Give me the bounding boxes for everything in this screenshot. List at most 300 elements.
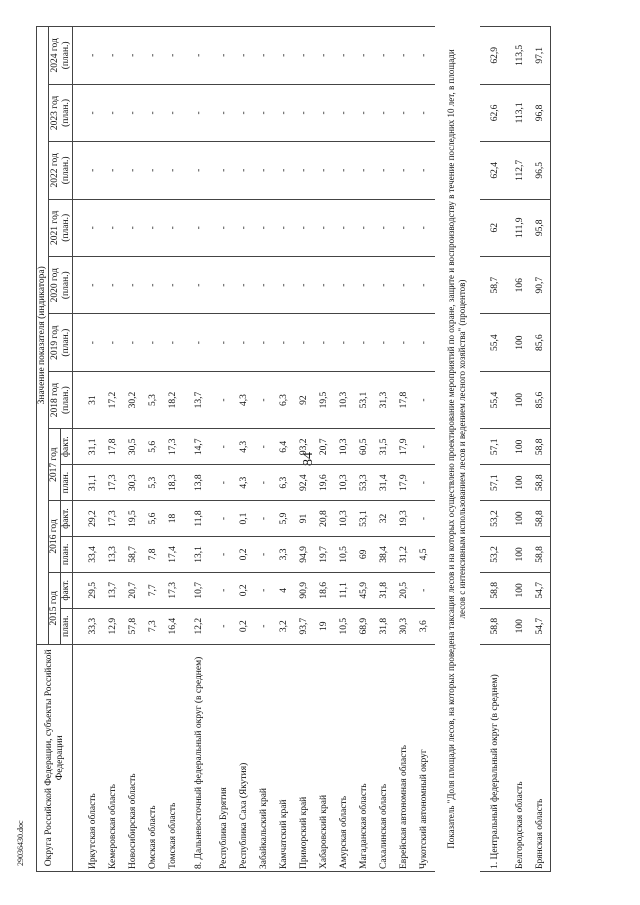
- value-cell: -: [84, 314, 104, 371]
- value-cell: 4,5: [415, 536, 435, 572]
- value-cell: 17,9: [395, 465, 415, 501]
- value-cell: -: [295, 199, 315, 256]
- value-cell: -: [235, 199, 255, 256]
- value-cell: -: [335, 84, 355, 141]
- value-cell: 92: [295, 371, 315, 428]
- value-cell: -: [255, 429, 275, 465]
- value-cell: -: [124, 27, 144, 85]
- year-2015-header: 2015 год: [49, 572, 61, 644]
- region-column-header: Округа Российской Федерации, субъекты Российской Федерации: [37, 644, 73, 871]
- value-cell: 4,3: [235, 371, 255, 428]
- value-cell: -: [184, 314, 215, 371]
- value-cell: -: [415, 465, 435, 501]
- value-cell: 57,1: [480, 429, 511, 465]
- indicator-table: [36, 26, 551, 872]
- table-row: [480, 27, 511, 872]
- value-cell: -: [144, 142, 164, 199]
- value-cell: 20,7: [124, 572, 144, 608]
- value-cell: -: [415, 314, 435, 371]
- value-cell: 13,7: [104, 572, 124, 608]
- value-cell: 30,2: [124, 371, 144, 428]
- year-2021-header: 2021 год (план.): [49, 199, 73, 256]
- value-cell: 4,3: [235, 429, 255, 465]
- value-cell: 13,7: [184, 371, 215, 428]
- table-row: [415, 27, 435, 872]
- value-cell: 20,8: [315, 501, 335, 537]
- value-cell: 58,8: [480, 572, 511, 608]
- value-cell: 38,4: [375, 536, 395, 572]
- value-cell: 95,8: [531, 199, 551, 256]
- value-cell: 12,9: [104, 608, 124, 644]
- value-cell: -: [255, 501, 275, 537]
- value-cell: 17,3: [104, 501, 124, 537]
- value-cell: 19,7: [315, 536, 335, 572]
- value-cell: -: [104, 142, 124, 199]
- page-number: 84: [301, 452, 316, 466]
- value-cell: -: [375, 256, 395, 313]
- value-cell: -: [355, 256, 375, 313]
- value-cell: -: [104, 27, 124, 85]
- value-cell: -: [215, 199, 235, 256]
- value-cell: -: [164, 199, 184, 256]
- value-cell: 62: [480, 199, 511, 256]
- value-cell: 18,3: [164, 465, 184, 501]
- table-header: [37, 27, 73, 872]
- value-cell: -: [375, 314, 395, 371]
- value-cell: 69: [355, 536, 375, 572]
- value-cell: 17,4: [164, 536, 184, 572]
- value-cell: 6,3: [275, 465, 295, 501]
- value-cell: -: [395, 27, 415, 85]
- value-cell: -: [184, 142, 215, 199]
- value-cell: -: [144, 84, 164, 141]
- value-cell: -: [104, 256, 124, 313]
- region-name-cell: Еврейская автономная область: [395, 644, 415, 871]
- value-cell: -: [255, 256, 275, 313]
- value-cell: -: [184, 199, 215, 256]
- value-cell: -: [235, 84, 255, 141]
- value-cell: -: [164, 142, 184, 199]
- indicator-caption: Показатель "Доля площади лесов, на которых проведена таксация лесов и на которых осуществлено проектирование мероприятий по охране, защите и воспроизводству в течение последних 10 лет, в площади лесов с интенсивным использованием лесов и ведением лесного хозяйства" (процентов): [446, 49, 467, 849]
- value-cell: -: [84, 256, 104, 313]
- region-name-cell: Томская область: [164, 644, 184, 871]
- value-cell: 7,7: [144, 572, 164, 608]
- value-cell: 0,1: [235, 501, 255, 537]
- value-cell: 18: [164, 501, 184, 537]
- region-name-cell: Омская область: [144, 644, 164, 871]
- value-cell: 10,3: [335, 429, 355, 465]
- value-cell: -: [84, 27, 104, 85]
- value-cell: -: [355, 199, 375, 256]
- value-cell: 31,4: [375, 465, 395, 501]
- value-cell: 45,9: [355, 572, 375, 608]
- value-cell: 10,3: [335, 501, 355, 537]
- value-cell: -: [395, 256, 415, 313]
- value-cell: -: [184, 27, 215, 85]
- table-row: [375, 27, 395, 872]
- region-name-cell: Республика Саха (Якутия): [235, 644, 255, 871]
- region-name-cell: Амурская область: [335, 644, 355, 871]
- value-cell: -: [255, 199, 275, 256]
- value-cell: 17,2: [104, 371, 124, 428]
- region-name-cell: Иркутская область: [84, 644, 104, 871]
- value-cell: -: [415, 429, 435, 465]
- value-cell: -: [275, 142, 295, 199]
- value-cell: -: [395, 142, 415, 199]
- value-cell: -: [335, 27, 355, 85]
- value-cell: 55,4: [480, 371, 511, 428]
- value-cell: -: [215, 27, 235, 85]
- year-2022-header: 2022 год (план.): [49, 142, 73, 199]
- region-name-cell: 8. Дальневосточный федеральный округ (в среднем): [184, 644, 215, 871]
- value-cell: -: [84, 142, 104, 199]
- value-cell: 100: [511, 572, 531, 608]
- value-cell: 31,1: [84, 429, 104, 465]
- value-cell: 3,2: [275, 608, 295, 644]
- value-cell: -: [104, 199, 124, 256]
- value-cell: -: [295, 256, 315, 313]
- value-cell: -: [124, 256, 144, 313]
- value-cell: 17,3: [164, 429, 184, 465]
- value-cell: 10,3: [335, 371, 355, 428]
- value-cell: -: [235, 314, 255, 371]
- value-cell: 13,8: [184, 465, 215, 501]
- table-row: [235, 27, 255, 872]
- value-cell: 100: [511, 465, 531, 501]
- value-cell: 58,7: [480, 256, 511, 313]
- table-row: [215, 27, 235, 872]
- region-name-cell: Приморский край: [295, 644, 315, 871]
- region-name-cell: Кемеровская область: [104, 644, 124, 871]
- value-cell: -: [255, 536, 275, 572]
- value-cell: -: [275, 314, 295, 371]
- value-cell: 53,3: [355, 465, 375, 501]
- value-cell: 30,5: [124, 429, 144, 465]
- value-cell: -: [375, 84, 395, 141]
- value-cell: 53,2: [480, 501, 511, 537]
- table-row: [164, 27, 184, 872]
- region-name-cell: Республика Бурятия: [215, 644, 235, 871]
- value-cell: -: [84, 84, 104, 141]
- value-cell: 19,3: [395, 501, 415, 537]
- value-cell: 85,6: [531, 371, 551, 428]
- value-cell: 112,7: [511, 142, 531, 199]
- value-cell: 31: [84, 371, 104, 428]
- region-name-cell: Забайкальский край: [255, 644, 275, 871]
- fact-2015-header: факт.: [61, 572, 73, 608]
- value-cell: 31,3: [375, 371, 395, 428]
- value-cell: -: [315, 314, 335, 371]
- value-cell: 5,6: [144, 501, 164, 537]
- value-cell: 100: [511, 501, 531, 537]
- value-cell: 10,5: [335, 608, 355, 644]
- plan-2016-header: план.: [61, 536, 73, 572]
- table-row: [84, 27, 104, 872]
- value-cell: -: [415, 142, 435, 199]
- value-cell: -: [215, 429, 235, 465]
- value-cell: -: [215, 608, 235, 644]
- value-cell: 31,2: [395, 536, 415, 572]
- value-cell: -: [295, 142, 315, 199]
- value-cell: -: [415, 27, 435, 85]
- year-2020-header: 2020 год (план.): [49, 256, 73, 313]
- table-body: [73, 27, 551, 872]
- value-cell: -: [355, 142, 375, 199]
- value-cell: -: [235, 256, 255, 313]
- value-cell: 5,9: [275, 501, 295, 537]
- value-cell: 19,5: [124, 501, 144, 537]
- value-cell: 7,3: [144, 608, 164, 644]
- table-row: [184, 27, 215, 872]
- value-cell: 113,5: [511, 27, 531, 85]
- value-cell: -: [255, 314, 275, 371]
- value-cell: -: [215, 572, 235, 608]
- value-cell: -: [255, 572, 275, 608]
- value-cell: 92,4: [295, 465, 315, 501]
- value-cell: 5,3: [144, 371, 164, 428]
- value-cell: 90,9: [295, 572, 315, 608]
- value-cell: -: [124, 84, 144, 141]
- value-cell: 100: [511, 429, 531, 465]
- value-cell: -: [355, 84, 375, 141]
- value-cell: 6,3: [275, 371, 295, 428]
- table-row: [124, 27, 144, 872]
- value-cell: -: [275, 199, 295, 256]
- value-cell: -: [215, 314, 235, 371]
- value-cell: 19,6: [315, 465, 335, 501]
- value-cell: 10,5: [335, 536, 355, 572]
- value-cell: 30,3: [124, 465, 144, 501]
- value-cell: 18,6: [315, 572, 335, 608]
- value-cell: 113,1: [511, 84, 531, 141]
- value-cell: 29,2: [84, 501, 104, 537]
- value-cell: 4,3: [235, 465, 255, 501]
- region-name-cell: Новосибирская область: [124, 644, 144, 871]
- value-cell: -: [255, 371, 275, 428]
- value-cell: 16,4: [164, 608, 184, 644]
- value-cell: -: [255, 608, 275, 644]
- value-cell: -: [235, 27, 255, 85]
- value-cell: 5,6: [144, 429, 164, 465]
- value-cell: -: [275, 256, 295, 313]
- value-cell: 31,8: [375, 608, 395, 644]
- value-cell: -: [124, 142, 144, 199]
- value-cell: -: [275, 27, 295, 85]
- value-cell: -: [144, 199, 164, 256]
- value-cell: 20,7: [315, 429, 335, 465]
- value-cell: -: [415, 572, 435, 608]
- value-cell: 93,2: [295, 429, 315, 465]
- value-cell: -: [255, 27, 275, 85]
- value-cell: -: [335, 256, 355, 313]
- table-row: [531, 27, 551, 872]
- year-2019-header: 2019 год (план.): [49, 314, 73, 371]
- value-cell: 17,8: [104, 429, 124, 465]
- value-cell: -: [184, 256, 215, 313]
- value-cell: -: [375, 199, 395, 256]
- value-cell: 55,4: [480, 314, 511, 371]
- value-cell: -: [295, 27, 315, 85]
- value-cell: 13,1: [184, 536, 215, 572]
- year-2023-header: 2023 год (план.): [49, 84, 73, 141]
- value-cell: 57,8: [124, 608, 144, 644]
- table-row: [275, 27, 295, 872]
- value-cell: 19: [315, 608, 335, 644]
- value-cell: -: [144, 256, 164, 313]
- indicator-caption-row: [435, 27, 480, 872]
- value-cell: -: [104, 314, 124, 371]
- rotated-table-container: [36, 26, 626, 872]
- value-cell: -: [395, 84, 415, 141]
- value-cell: 10,7: [184, 572, 215, 608]
- value-cell: -: [144, 314, 164, 371]
- value-cell: -: [315, 27, 335, 85]
- value-cell: -: [335, 142, 355, 199]
- value-cell: 111,9: [511, 199, 531, 256]
- value-cell: -: [395, 314, 415, 371]
- value-cell: 93,7: [295, 608, 315, 644]
- value-cell: 85,6: [531, 314, 551, 371]
- value-cell: 53,1: [355, 371, 375, 428]
- value-cell: -: [235, 142, 255, 199]
- year-2016-header: 2016 год: [49, 501, 61, 573]
- value-cell: 62,4: [480, 142, 511, 199]
- value-cell: -: [215, 84, 235, 141]
- value-cell: 62,9: [480, 27, 511, 85]
- plan-2017-header: план.: [61, 465, 73, 501]
- value-cell: -: [164, 256, 184, 313]
- value-cell: 17,3: [164, 572, 184, 608]
- value-cell: -: [255, 84, 275, 141]
- value-cell: 7,8: [144, 536, 164, 572]
- value-cell: 3,6: [415, 608, 435, 644]
- value-cell: -: [124, 199, 144, 256]
- value-cell: 58,8: [480, 608, 511, 644]
- value-cell: 53,1: [355, 501, 375, 537]
- value-cell: -: [295, 314, 315, 371]
- value-cell: 33,4: [84, 536, 104, 572]
- fact-2017-header: факт.: [61, 429, 73, 465]
- value-cell: 5,3: [144, 465, 164, 501]
- value-cell: -: [104, 84, 124, 141]
- table-row: [144, 27, 164, 872]
- plan-2015-header: план.: [61, 608, 73, 644]
- value-cell: 100: [511, 536, 531, 572]
- table-row: [104, 27, 124, 872]
- value-cell: -: [355, 27, 375, 85]
- value-cell: 17,9: [395, 429, 415, 465]
- value-cell: -: [164, 27, 184, 85]
- year-2024-header: 2024 год (план.): [49, 27, 73, 85]
- value-cell: 58,8: [531, 501, 551, 537]
- table-row: [295, 27, 315, 872]
- value-cell: 4: [275, 572, 295, 608]
- value-cell: 32: [375, 501, 395, 537]
- value-cell: 0,2: [235, 536, 255, 572]
- value-cell: 96,8: [531, 84, 551, 141]
- spacer-row: [73, 27, 84, 872]
- value-cell: 58,7: [124, 536, 144, 572]
- region-name-cell: Магаданская область: [355, 644, 375, 871]
- value-cell: -: [295, 84, 315, 141]
- value-cell: -: [144, 27, 164, 85]
- value-cell: -: [215, 371, 235, 428]
- value-cell: -: [315, 84, 335, 141]
- value-cell: 29,5: [84, 572, 104, 608]
- value-cell: -: [255, 142, 275, 199]
- value-cell: 100: [511, 371, 531, 428]
- value-cell: -: [84, 199, 104, 256]
- value-cell: 90,7: [531, 256, 551, 313]
- value-cell: 31,5: [375, 429, 395, 465]
- table-row: [255, 27, 275, 872]
- value-cell: 14,7: [184, 429, 215, 465]
- value-cell: 60,5: [355, 429, 375, 465]
- value-cell: 62,6: [480, 84, 511, 141]
- value-cell: 17,8: [395, 371, 415, 428]
- value-cell: 58,8: [531, 536, 551, 572]
- value-cell: 10,3: [335, 465, 355, 501]
- value-cell: 18,2: [164, 371, 184, 428]
- value-cell: 17,3: [104, 465, 124, 501]
- value-cell: -: [315, 199, 335, 256]
- year-2018-header: 2018 год (план.): [49, 371, 73, 428]
- region-name-cell: Сахалинская область: [375, 644, 395, 871]
- value-cell: 13,3: [104, 536, 124, 572]
- value-cell: -: [395, 199, 415, 256]
- value-cell: -: [355, 314, 375, 371]
- value-cell: -: [215, 465, 235, 501]
- value-cell: 97,1: [531, 27, 551, 85]
- value-cell: 57,1: [480, 465, 511, 501]
- value-cell: 3,3: [275, 536, 295, 572]
- value-cell: -: [164, 84, 184, 141]
- value-cell: 30,3: [395, 608, 415, 644]
- value-cell: -: [375, 27, 395, 85]
- value-cell: 31,8: [375, 572, 395, 608]
- table-row: [335, 27, 355, 872]
- fact-2016-header: факт.: [61, 501, 73, 537]
- region-name-cell: 1. Центральный федеральный округ (в среднем): [480, 644, 511, 871]
- value-cell: -: [375, 142, 395, 199]
- value-cell: 19,5: [315, 371, 335, 428]
- region-name-cell: Камчатский край: [275, 644, 295, 871]
- region-name-cell: Хабаровский край: [315, 644, 335, 871]
- value-cell: 54,7: [531, 572, 551, 608]
- region-name-cell: Чукотский автономный округ: [415, 644, 435, 871]
- table-row: [511, 27, 531, 872]
- value-cell: 58,8: [531, 465, 551, 501]
- value-cell: -: [215, 142, 235, 199]
- value-cell: -: [184, 84, 215, 141]
- value-cell: 0,2: [235, 608, 255, 644]
- value-cell: -: [335, 199, 355, 256]
- year-2017-header: 2017 год: [49, 429, 61, 501]
- table-row: [395, 27, 415, 872]
- value-cell: 12,2: [184, 608, 215, 644]
- value-cell: -: [255, 465, 275, 501]
- value-cell: 100: [511, 608, 531, 644]
- value-cell: -: [415, 84, 435, 141]
- value-cell: 96,5: [531, 142, 551, 199]
- value-cell: -: [335, 314, 355, 371]
- value-cell: 106: [511, 256, 531, 313]
- value-cell: -: [215, 501, 235, 537]
- table-row: [355, 27, 375, 872]
- value-cell: 54,7: [531, 608, 551, 644]
- value-cell: 6,4: [275, 429, 295, 465]
- value-cell: 94,9: [295, 536, 315, 572]
